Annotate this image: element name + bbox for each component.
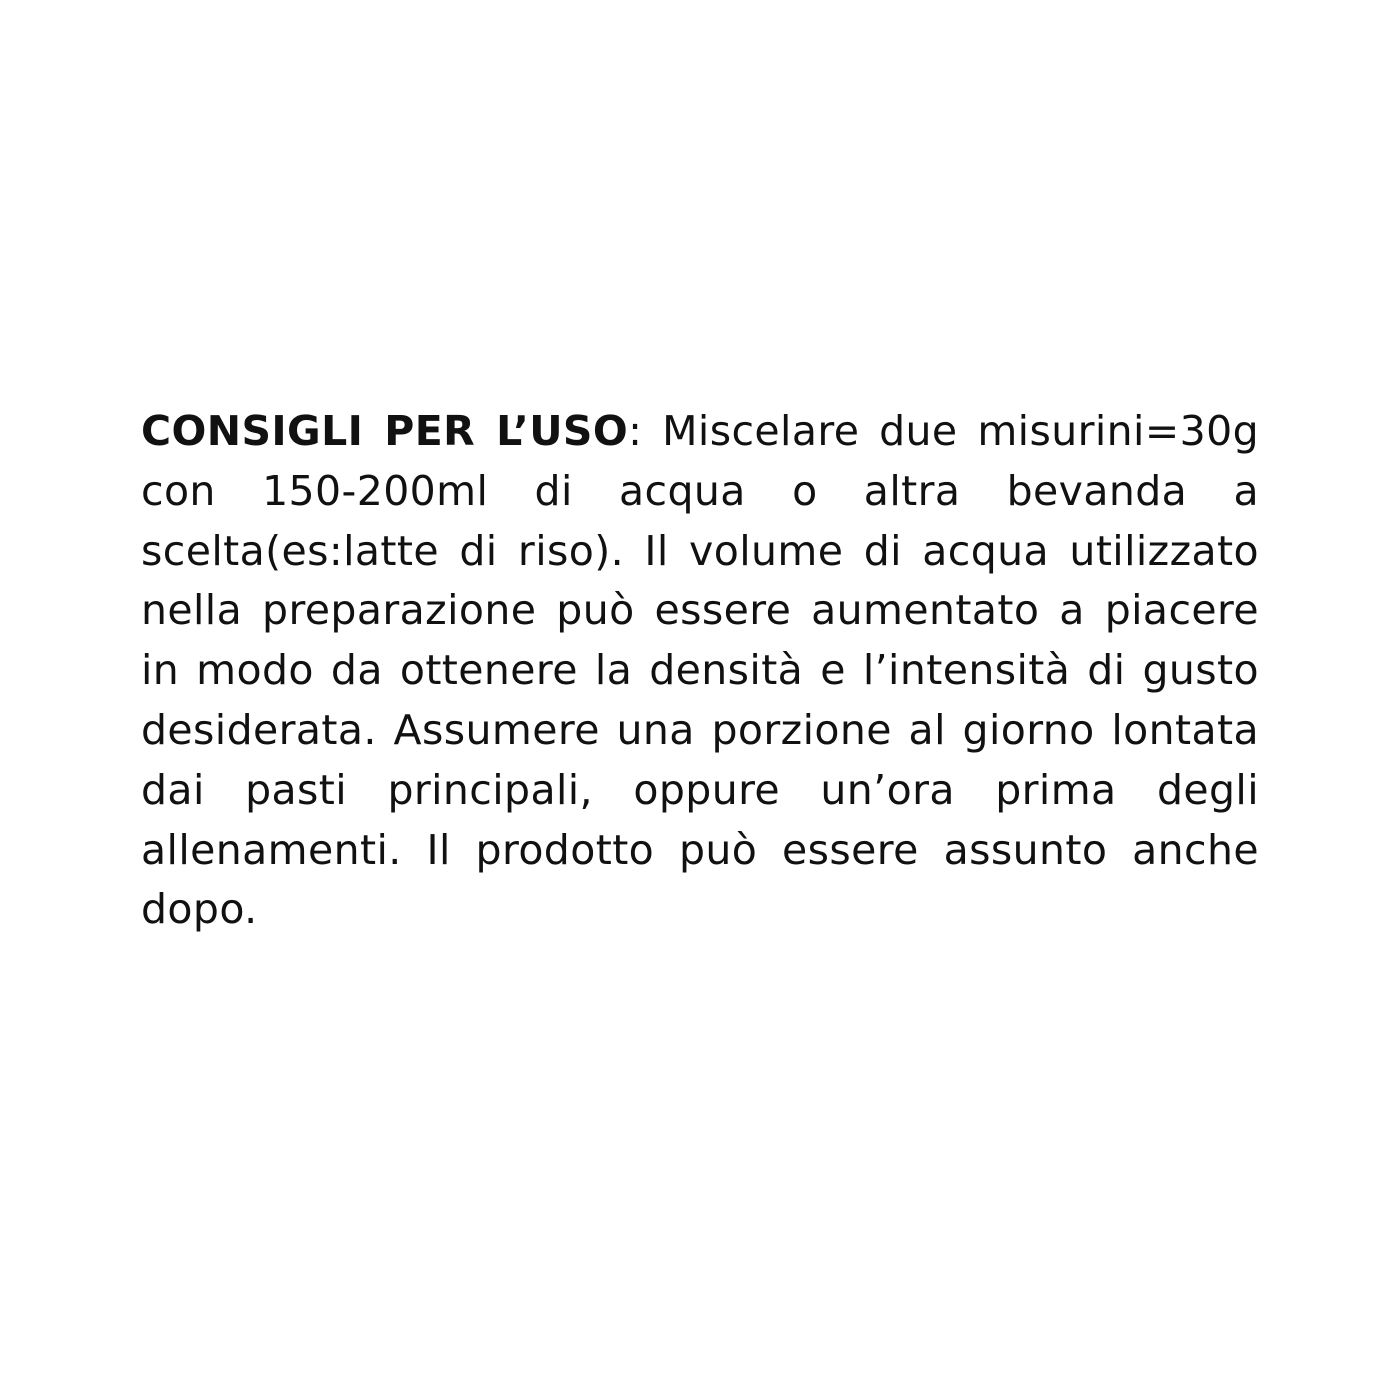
usage-body: Miscelare due misurini=30g con 150-200ml di acqua o altra bevanda a scelta(es:latte di riso). Il volume di acqua utilizzato nella preparazione può essere aumentato a piacere in modo da ottenere la densità e l’intensità di gusto desiderata. Assumere una porzione al giorno lontata dai pasti principali, oppure un’ora prima degli allenamenti. Il prodotto può essere assunto anche dopo. <box>141 407 1259 934</box>
usage-separator: : <box>628 407 643 455</box>
usage-heading: CONSIGLI PER L’USO <box>141 407 629 455</box>
usage-instructions <box>141 402 1259 940</box>
